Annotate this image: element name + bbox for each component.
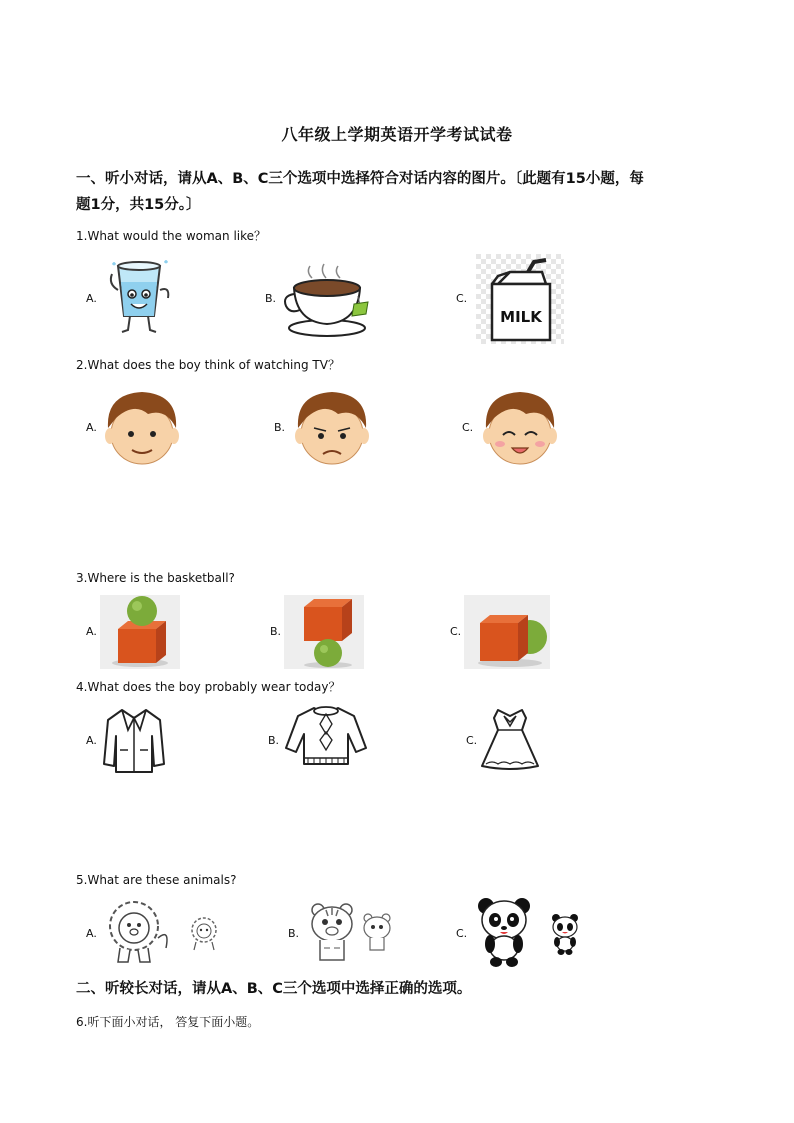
- happy-boy-face-icon: [482, 388, 558, 468]
- q5-option-b-letter: B.: [288, 927, 300, 940]
- q4-option-a-letter: A.: [86, 734, 97, 747]
- tigers-icon: [304, 900, 404, 966]
- question-2: 2.What does the boy think of watching TV？: [76, 358, 340, 372]
- pandas-icon: [476, 896, 586, 968]
- q1-option-c-letter: C.: [456, 292, 468, 305]
- sweater-icon: [284, 704, 368, 770]
- page-title: 八年级上学期英语开学考试试卷: [281, 125, 513, 144]
- question-3: 3.Where is the basketball?: [76, 571, 235, 585]
- q3-option-c-letter: C.: [450, 625, 462, 638]
- lions-icon: [104, 898, 224, 964]
- section-1-heading-line2: 题1分，共15分。〕: [76, 197, 201, 213]
- neutral-boy-face-icon: [104, 388, 180, 468]
- section-1-heading-line1: 一、听小对话，请从A、B、C三个选项中选择符合对话内容的图片。〔此题有15小题，每: [76, 171, 644, 187]
- q5-option-a-letter: A.: [86, 927, 97, 940]
- q1-option-b-letter: B.: [265, 292, 277, 305]
- question-6: 6.听下面小对话， 答复下面小题。: [76, 1015, 260, 1029]
- sad-boy-face-icon: [294, 388, 370, 468]
- water-glass-character-icon: [104, 260, 174, 338]
- q4-option-b-letter: B.: [268, 734, 280, 747]
- question-4: 4.What does the boy probably wear today？: [76, 680, 341, 694]
- milk-label: MILK: [500, 308, 542, 326]
- ball-under-box-icon: [284, 595, 364, 669]
- q2-option-a-letter: A.: [86, 421, 97, 434]
- q3-option-a-letter: A.: [86, 625, 97, 638]
- question-1: 1.What would the woman like？: [76, 229, 267, 243]
- q3-option-b-letter: B.: [270, 625, 282, 638]
- section-2-heading: 二、听较长对话，请从A、B、C三个选项中选择正确的选项。: [76, 981, 472, 997]
- jacket-icon: [102, 706, 166, 774]
- ball-behind-box-icon: [464, 595, 550, 669]
- question-5: 5.What are these animals?: [76, 873, 237, 887]
- q5-option-c-letter: C.: [456, 927, 468, 940]
- q2-option-b-letter: B.: [274, 421, 286, 434]
- q2-option-c-letter: C.: [462, 421, 474, 434]
- q4-option-c-letter: C.: [466, 734, 478, 747]
- section-1-heading: [76, 166, 726, 218]
- tea-cup-icon: [282, 262, 372, 338]
- ball-on-box-icon: [100, 595, 180, 669]
- q1-option-a-letter: A.: [86, 292, 97, 305]
- dress-icon: [478, 706, 542, 772]
- milk-carton-icon: [476, 254, 564, 344]
